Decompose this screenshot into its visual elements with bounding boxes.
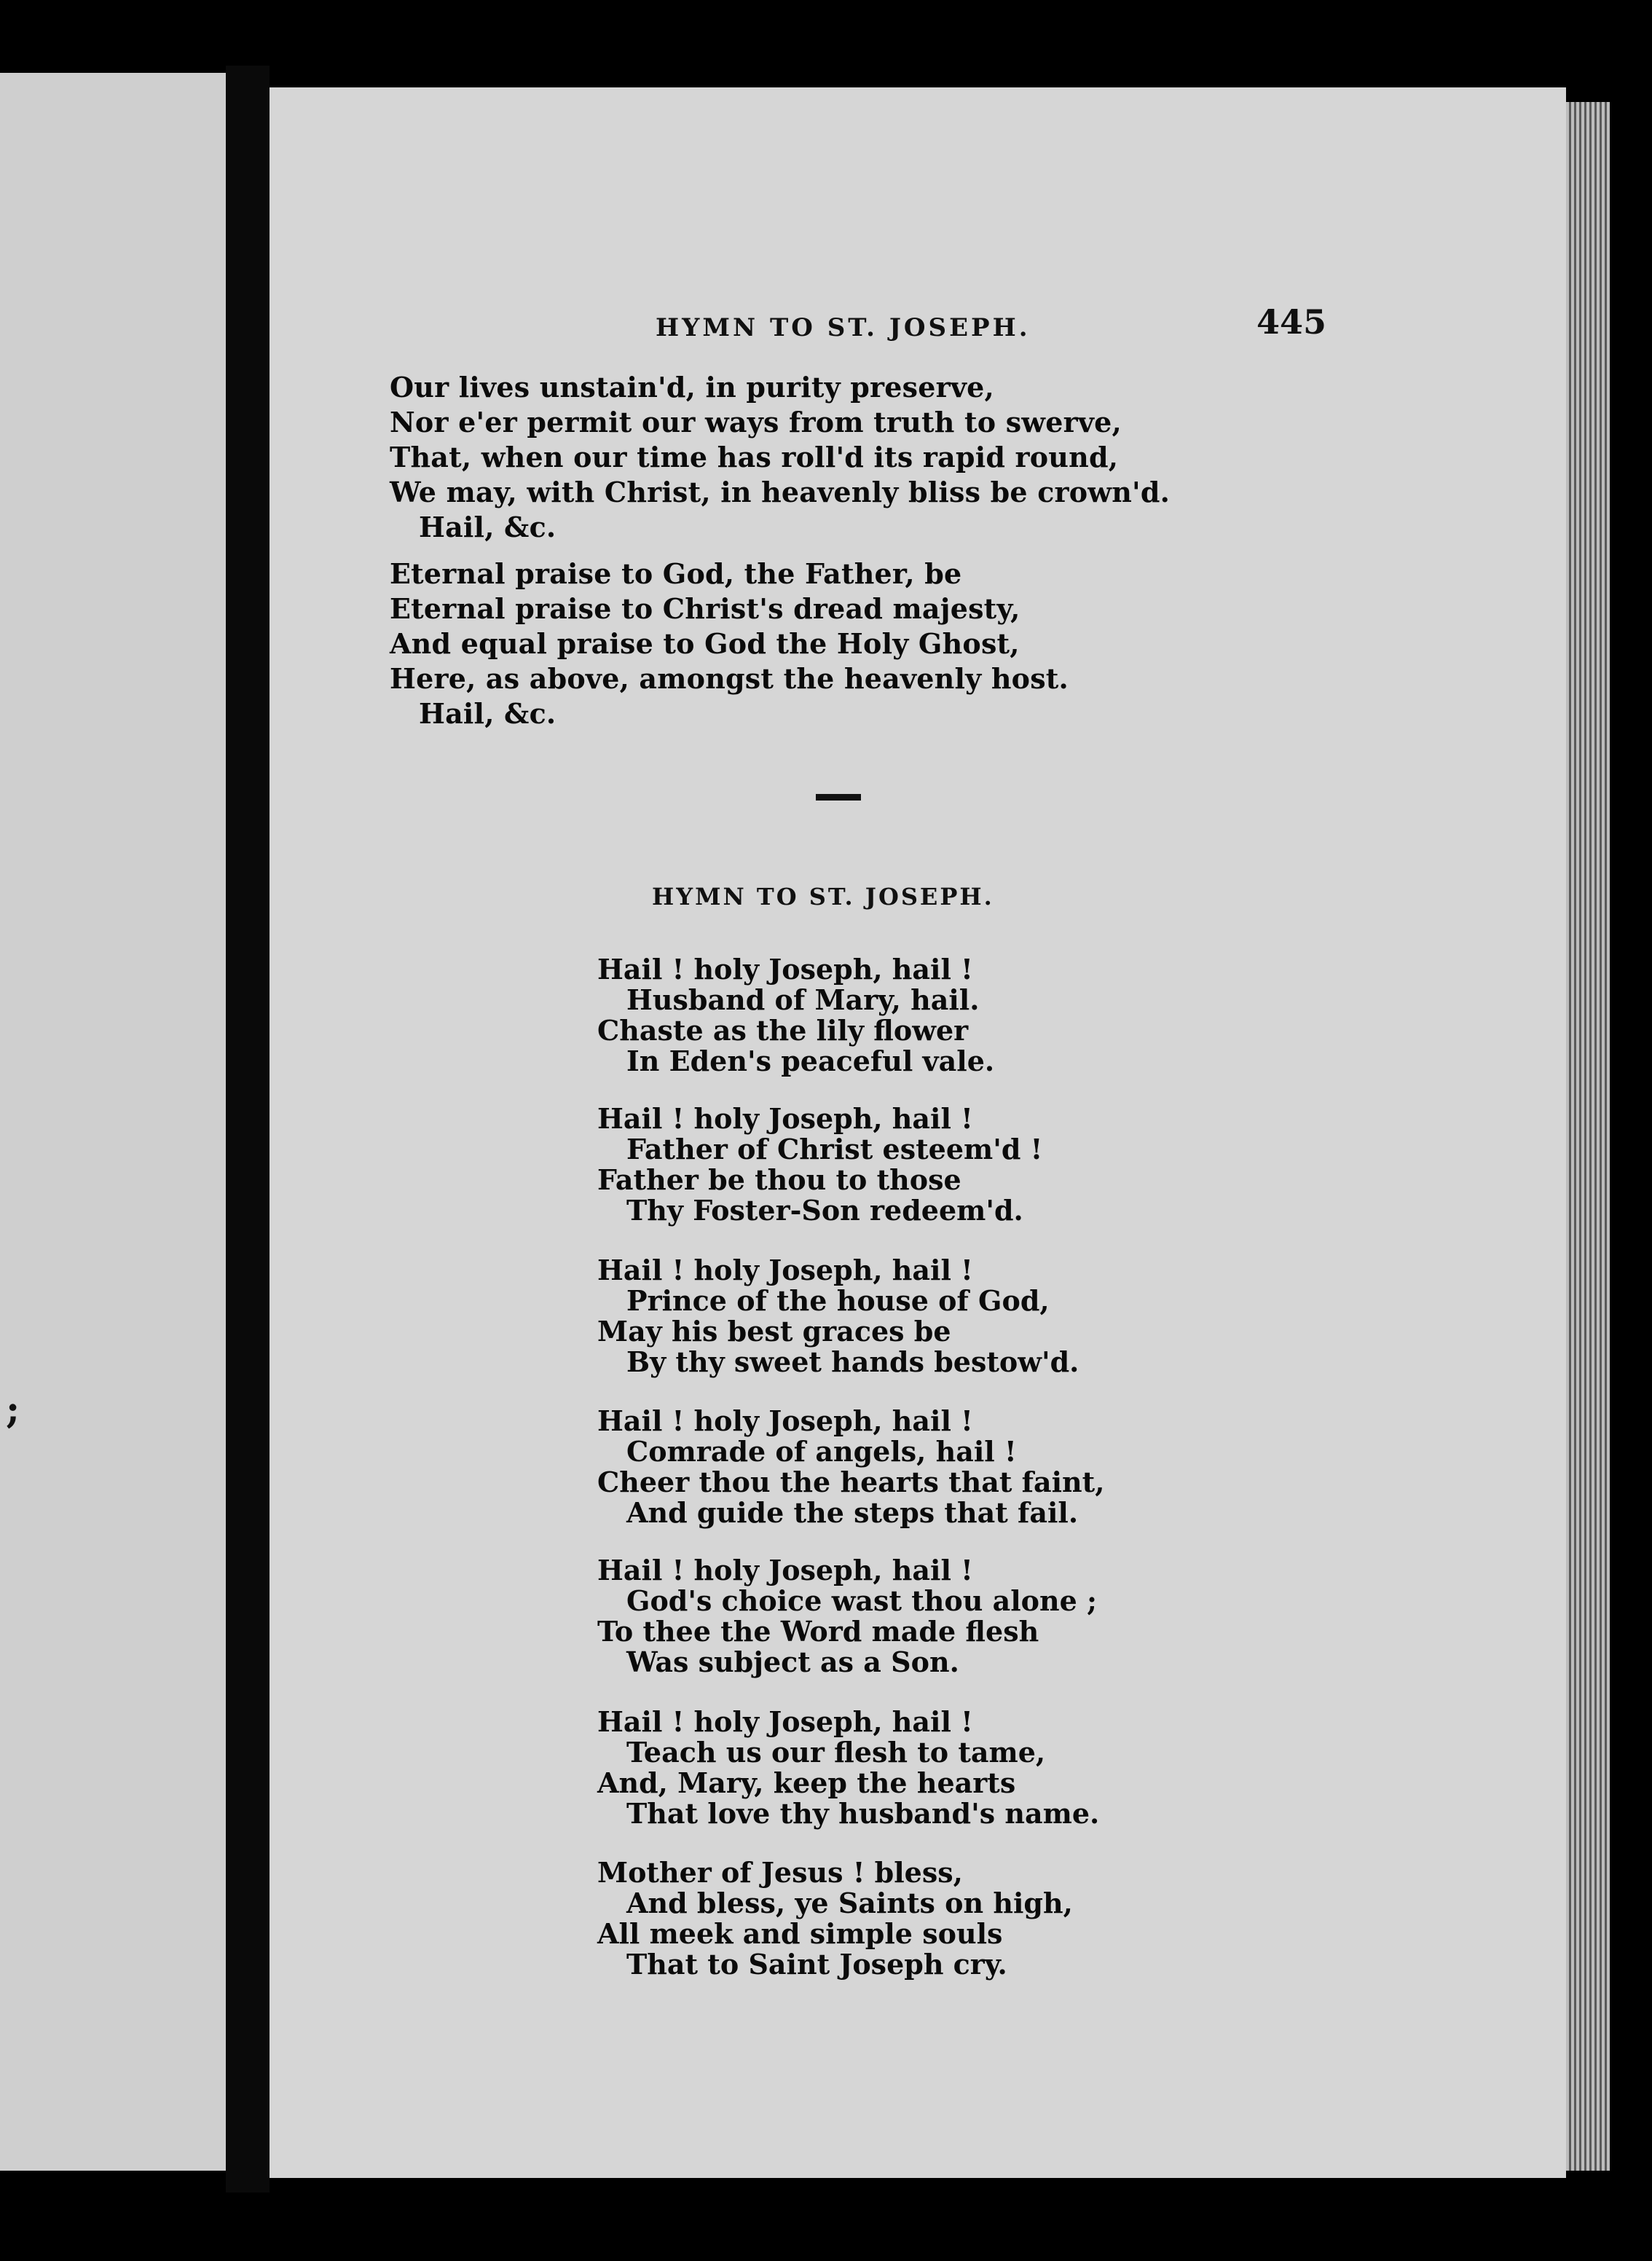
facing-page-edge bbox=[0, 73, 226, 2171]
verse-line: Hail ! holy Joseph, hail ! bbox=[597, 1705, 973, 1738]
stanza bbox=[597, 1406, 1104, 1528]
verse-line: We may, with Christ, in heavenly bliss be crown'd. bbox=[390, 476, 1171, 508]
verse-line: By thy sweet hands bestow'd. bbox=[626, 1345, 1079, 1378]
hymn-title: HYMN TO ST. JOSEPH. bbox=[652, 883, 994, 911]
verse-line: Mother of Jesus ! bless, bbox=[597, 1856, 963, 1889]
book-gutter bbox=[226, 66, 270, 2193]
verse-line: To thee the Word made flesh bbox=[597, 1615, 1039, 1648]
verse-line: Eternal praise to Christ's dread majesty, bbox=[390, 592, 1020, 625]
verse-line: Hail ! holy Joseph, hail ! bbox=[597, 1554, 973, 1586]
section-divider bbox=[816, 794, 861, 801]
facing-page-fragment: ; bbox=[6, 1388, 20, 1432]
verse-line: Comrade of angels, hail ! bbox=[626, 1435, 1017, 1468]
verse-line: All meek and simple souls bbox=[597, 1917, 1003, 1950]
verse-line: Nor e'er permit our ways from truth to swerve, bbox=[390, 406, 1122, 439]
verse-line: May his best graces be bbox=[597, 1315, 951, 1348]
verse-line: And equal praise to God the Holy Ghost, bbox=[390, 627, 1020, 660]
verse-line: Hail ! holy Joseph, hail ! bbox=[597, 1254, 973, 1286]
verse-line: Father of Christ esteem'd ! bbox=[626, 1133, 1043, 1165]
verse-line: Chaste as the lily flower bbox=[597, 1014, 969, 1047]
page-edges bbox=[1566, 102, 1610, 2171]
running-head: HYMN TO ST. JOSEPH. bbox=[656, 313, 1031, 342]
verse-line: Hail ! holy Joseph, hail ! bbox=[597, 953, 973, 986]
verse-line: Prince of the house of God, bbox=[626, 1284, 1050, 1317]
verse-line: That love thy husband's name. bbox=[626, 1797, 1100, 1830]
verse-line: Husband of Mary, hail. bbox=[626, 983, 980, 1016]
stanza bbox=[597, 1104, 1042, 1226]
verse-line: Teach us our flesh to tame, bbox=[626, 1736, 1046, 1769]
refrain-line: Hail, &c. bbox=[419, 697, 556, 730]
verse-line: Thy Foster-Son redeem'd. bbox=[626, 1194, 1023, 1227]
stanza bbox=[597, 1555, 1097, 1678]
verse-line: Hail ! holy Joseph, hail ! bbox=[597, 1102, 973, 1135]
verse-line: God's choice wast thou alone ; bbox=[626, 1584, 1098, 1617]
verse-line: Eternal praise to God, the Father, be bbox=[390, 557, 962, 590]
refrain-line: Hail, &c. bbox=[419, 511, 556, 543]
verse-line: And bless, ye Saints on high, bbox=[626, 1887, 1073, 1919]
verse-line: Was subject as a Son. bbox=[626, 1645, 959, 1678]
stanza bbox=[597, 1255, 1079, 1377]
verse-line: Our lives unstain'd, in purity preserve, bbox=[390, 371, 994, 404]
stanza bbox=[597, 1857, 1073, 1980]
stanza bbox=[390, 557, 1069, 731]
stanza bbox=[390, 370, 1170, 545]
verse-line: That, when our time has roll'd its rapid round, bbox=[390, 441, 1119, 473]
verse-line: Cheer thou the hearts that faint, bbox=[597, 1466, 1105, 1498]
page-number: 445 bbox=[1256, 302, 1327, 342]
verse-line: Hail ! holy Joseph, hail ! bbox=[597, 1404, 973, 1437]
verse-line: Here, as above, amongst the heavenly host. bbox=[390, 662, 1069, 695]
verse-line: Father be thou to those bbox=[597, 1163, 961, 1196]
stanza bbox=[597, 954, 994, 1077]
verse-line: And, Mary, keep the hearts bbox=[597, 1766, 1016, 1799]
verse-line: In Eden's peaceful vale. bbox=[626, 1045, 995, 1077]
verse-line: That to Saint Joseph cry. bbox=[626, 1948, 1007, 1981]
verse-line: And guide the steps that fail. bbox=[626, 1496, 1079, 1529]
stanza bbox=[597, 1707, 1099, 1829]
